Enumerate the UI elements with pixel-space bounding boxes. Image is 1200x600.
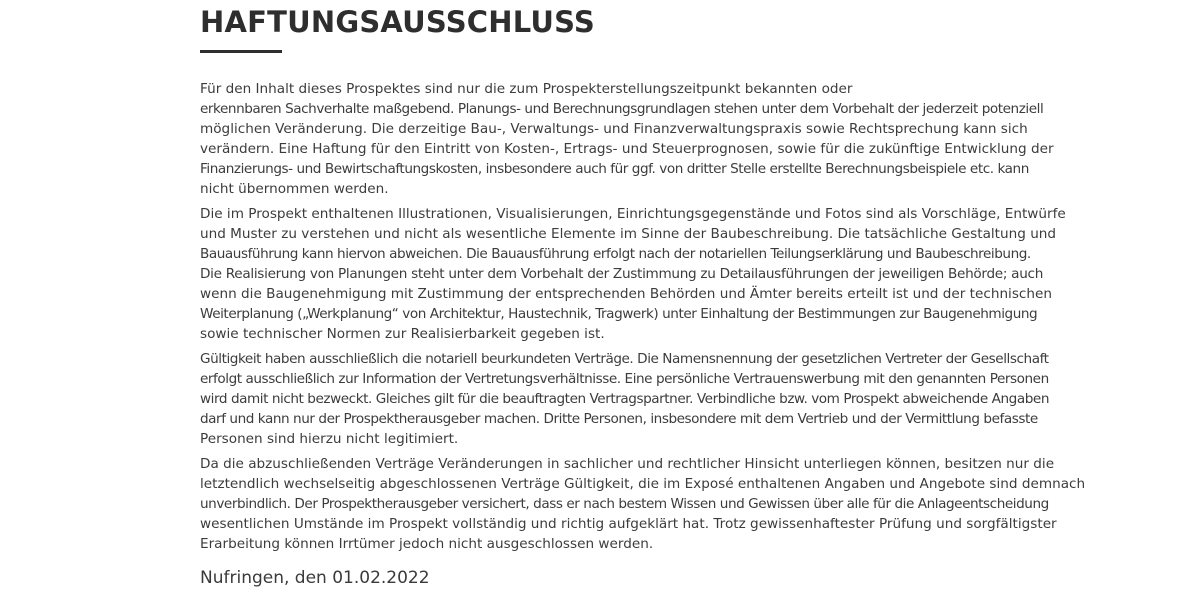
page-title: HAFTUNGSAUSSCHLUSS	[200, 5, 596, 39]
text-line: Personen sind hierzu nicht legitimiert.	[200, 431, 459, 447]
text-line: verändern. Eine Haftung für den Eintritt von Kosten-, Ertrags- und Steuerprognosen, sowie für die zukünftige Entwicklung der	[200, 141, 1054, 157]
text-line: erkennbaren Sachverhalte maßgebend. Planungs- und Berechnungsgrundlagen stehen unter dem Vorbehalt der jederzeit potenziell	[200, 101, 1044, 117]
text-line: erfolgt ausschließlich zur Information der Vertretungsverhältnisse. Eine persönliche Vertrauenswerbung mit den genannten Personen	[200, 371, 1049, 387]
text-line: Für den Inhalt dieses Prospektes sind nur die zum Prospekterstellungszeitpunkt bekannten oder	[200, 81, 853, 97]
paragraph-contract-validity	[200, 349, 1049, 449]
text-line: darf und kann nur der Prospektherausgeber machen. Dritte Personen, insbesondere mit dem Vertrieb und der Vermittlung befasste	[200, 411, 1038, 427]
text-line: wesentlichen Umstände im Prospekt vollständig und richtig aufgeklärt hat. Trotz gewissenhaftester Prüfung und sorgfältigster	[200, 516, 1057, 532]
text-line: letztendlich wechselseitig abgeschlossenen Verträge Gültigkeit, die im Exposé enthaltenen Angaben und Angebote sind demnach	[200, 476, 1086, 492]
text-line: wird damit nicht bezweckt. Gleiches gilt für die beauftragten Vertragspartner. Verbindliche bzw. vom Prospekt abweichende Angaben	[200, 391, 1049, 407]
text-line: Die im Prospekt enthaltenen Illustrationen, Visualisierungen, Einrichtungsgegenstände und Fotos sind als Vorschläge, Entwürfe	[200, 206, 1066, 222]
text-line: Die Realisierung von Planungen steht unter dem Vorbehalt der Zustimmung zu Detailausführungen der jeweiligen Behörde; auch	[200, 266, 1044, 282]
text-line: Weiterplanung („Werkplanung“ von Architektur, Haustechnik, Tragwerk) unter Einhaltung der Bestimmungen zur Baugenehmigung	[200, 306, 1038, 322]
paragraph-illustrations	[200, 204, 1066, 344]
text-line: nicht übernommen werden.	[200, 181, 389, 197]
text-line: Gültigkeit haben ausschließlich die notariell beurkundeten Verträge. Die Namensnennung der gesetzlichen Vertreter der Gesellschaft	[200, 351, 1049, 367]
title-underline-divider	[200, 50, 282, 53]
text-line: wenn die Baugenehmigung mit Zustimmung der entsprechenden Behörden und Ämter bereits erteilt ist und der technischen	[200, 286, 1052, 302]
text-line: und Muster zu verstehen und nicht als wesentliche Elemente im Sinne der Baubeschreibung. Die tatsächliche Gestaltung und	[200, 226, 1057, 242]
text-line: möglichen Veränderung. Die derzeitige Bau-, Verwaltungs- und Finanzverwaltungspraxis sowie Rechtsprechung kann sich	[200, 121, 1028, 137]
text-line: Finanzierungs- und Bewirtschaftungskosten, insbesondere auch für ggf. von dritter Stelle erstellte Berechnungsbeispiele etc. kann	[200, 161, 1029, 177]
text-line: Da die abzuschließenden Verträge Veränderungen in sachlicher und rechtlicher Hinsicht unterliegen können, besitzen nur die	[200, 456, 1055, 472]
text-line: unverbindlich. Der Prospektherausgeber versichert, dass er nach bestem Wissen und Gewissen über alle für die Anlageentscheidung	[200, 496, 1049, 512]
paragraph-liability-content	[200, 79, 1054, 199]
text-line: Erarbeitung können Irrtümer jedoch nicht ausgeschlossen werden.	[200, 536, 654, 552]
place-and-date: Nufringen, den 01.02.2022	[200, 568, 430, 588]
text-line: Bauausführung kann hiervon abweichen. Die Bauausführung erfolgt nach der notariellen Teilungserklärung und Baubeschreibung.	[200, 246, 1031, 262]
paragraph-contract-changes	[200, 454, 1086, 554]
disclaimer-body	[200, 79, 1086, 559]
text-line: sowie technischer Normen zur Realisierbarkeit gegeben ist.	[200, 326, 605, 342]
